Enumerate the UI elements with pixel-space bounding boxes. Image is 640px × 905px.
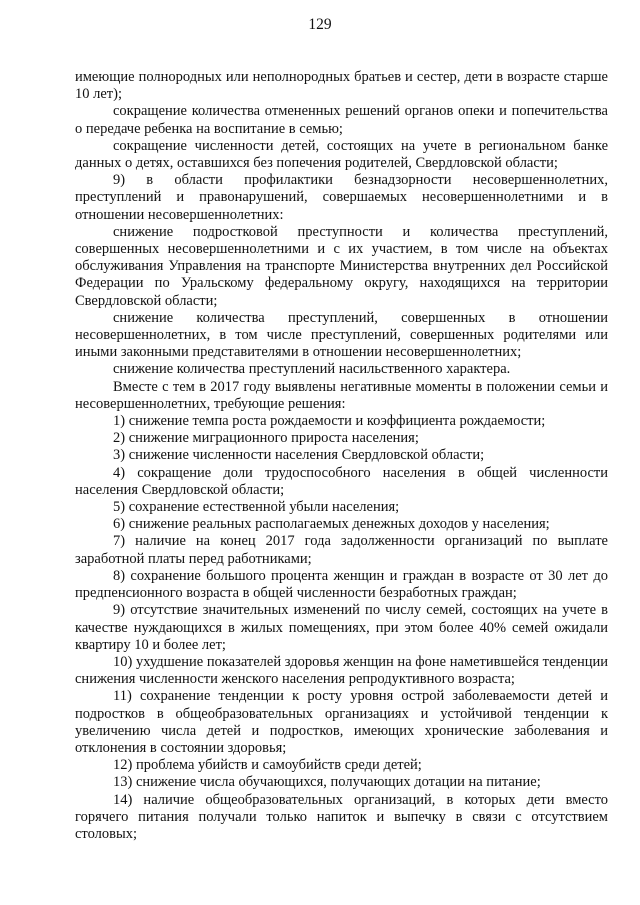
paragraph: 3) снижение численности населения Свердловской области; (113, 447, 485, 464)
paragraph: 8) сохранение большого процента женщин и граждан в возрасте от 30 лет до предпенсионного возраста в общей численности безработных граждан; (75, 567, 608, 602)
paragraph: 10) ухудшение показателей здоровья женщин на фоне наметившейся тенденции снижения численности женского населения репродуктивного возраста; (75, 653, 608, 688)
paragraph: 1) снижение темпа роста рождаемости и коэффициента рождаемости; (113, 413, 546, 430)
paragraph: 2) снижение миграционного прироста населения; (113, 430, 419, 447)
paragraph: 12) проблема убийств и самоубийств среди детей; (113, 757, 422, 774)
paragraph: 11) сохранение тенденции к росту уровня острой заболеваемости детей и подростков в общеобразовательных организациях и устойчивой тенденции к увеличению числа детей и подростков, имеющих хронические заболевания и отклонения в состоянии здоровья; (75, 688, 608, 756)
paragraph: имеющие полнородных или неполнородных братьев и сестер, дети в возрасте старше 10 лет); (75, 69, 608, 103)
paragraph: сокращение количества отмененных решений органов опеки и попечительства о передаче ребенка на воспитание в семью; (75, 103, 608, 137)
paragraph: Вместе с тем в 2017 году выявлены негативные моменты в положении семьи и несовершеннолетних, требующие решения: (75, 378, 608, 412)
page-number: 129 (308, 16, 332, 33)
paragraph: снижение количества преступлений, совершенных в отношении несовершеннолетних, в том числе преступлений, совершенных родителями или иными законными представителями в отношении несовершеннолетних; (75, 309, 608, 361)
paragraph: 9) отсутствие значительных изменений по числу семей, состоящих на учете в качестве нуждающихся в жилых помещениях, при этом более 40% семей ожидали квартиру 10 и более лет; (75, 602, 608, 653)
paragraph: 14) наличие общеобразовательных организаций, в которых дети вместо горячего питания получали только напиток и выпечку в связи с отсутствием столовых; (75, 791, 608, 842)
document-body (75, 69, 608, 843)
paragraph: 6) снижение реальных располагаемых денежных доходов у населения; (113, 516, 550, 533)
paragraph: 13) снижение числа обучающихся, получающих дотации на питание; (113, 774, 541, 791)
paragraph: 9) в области профилактики безнадзорности несовершеннолетних, преступлений и правонарушений, совершаемых несовершеннолетними и в отношении несовершеннолетних: (75, 172, 608, 223)
paragraph: снижение подростковой преступности и количества преступлений, совершенных несовершеннолетними и с их участием, в том числе на объектах обслуживания Управления на транспорте Министерства внутренних дел Российской Федерации по Уральскому федеральному округу, находящихся на территории Свердловской области; (75, 223, 608, 309)
paragraph: снижение количества преступлений насильственного характера. (113, 361, 511, 378)
paragraph: 7) наличие на конец 2017 года задолженности организаций по выплате заработной платы перед работниками; (75, 533, 608, 567)
paragraph: сокращение численности детей, состоящих на учете в региональном банке данных о детях, оставшихся без попечения родителей, Свердловской области; (75, 137, 608, 172)
paragraph: 5) сохранение естественной убыли населения; (113, 499, 400, 516)
paragraph: 4) сокращение доли трудоспособного населения в общей численности населения Свердловской области; (75, 464, 608, 498)
